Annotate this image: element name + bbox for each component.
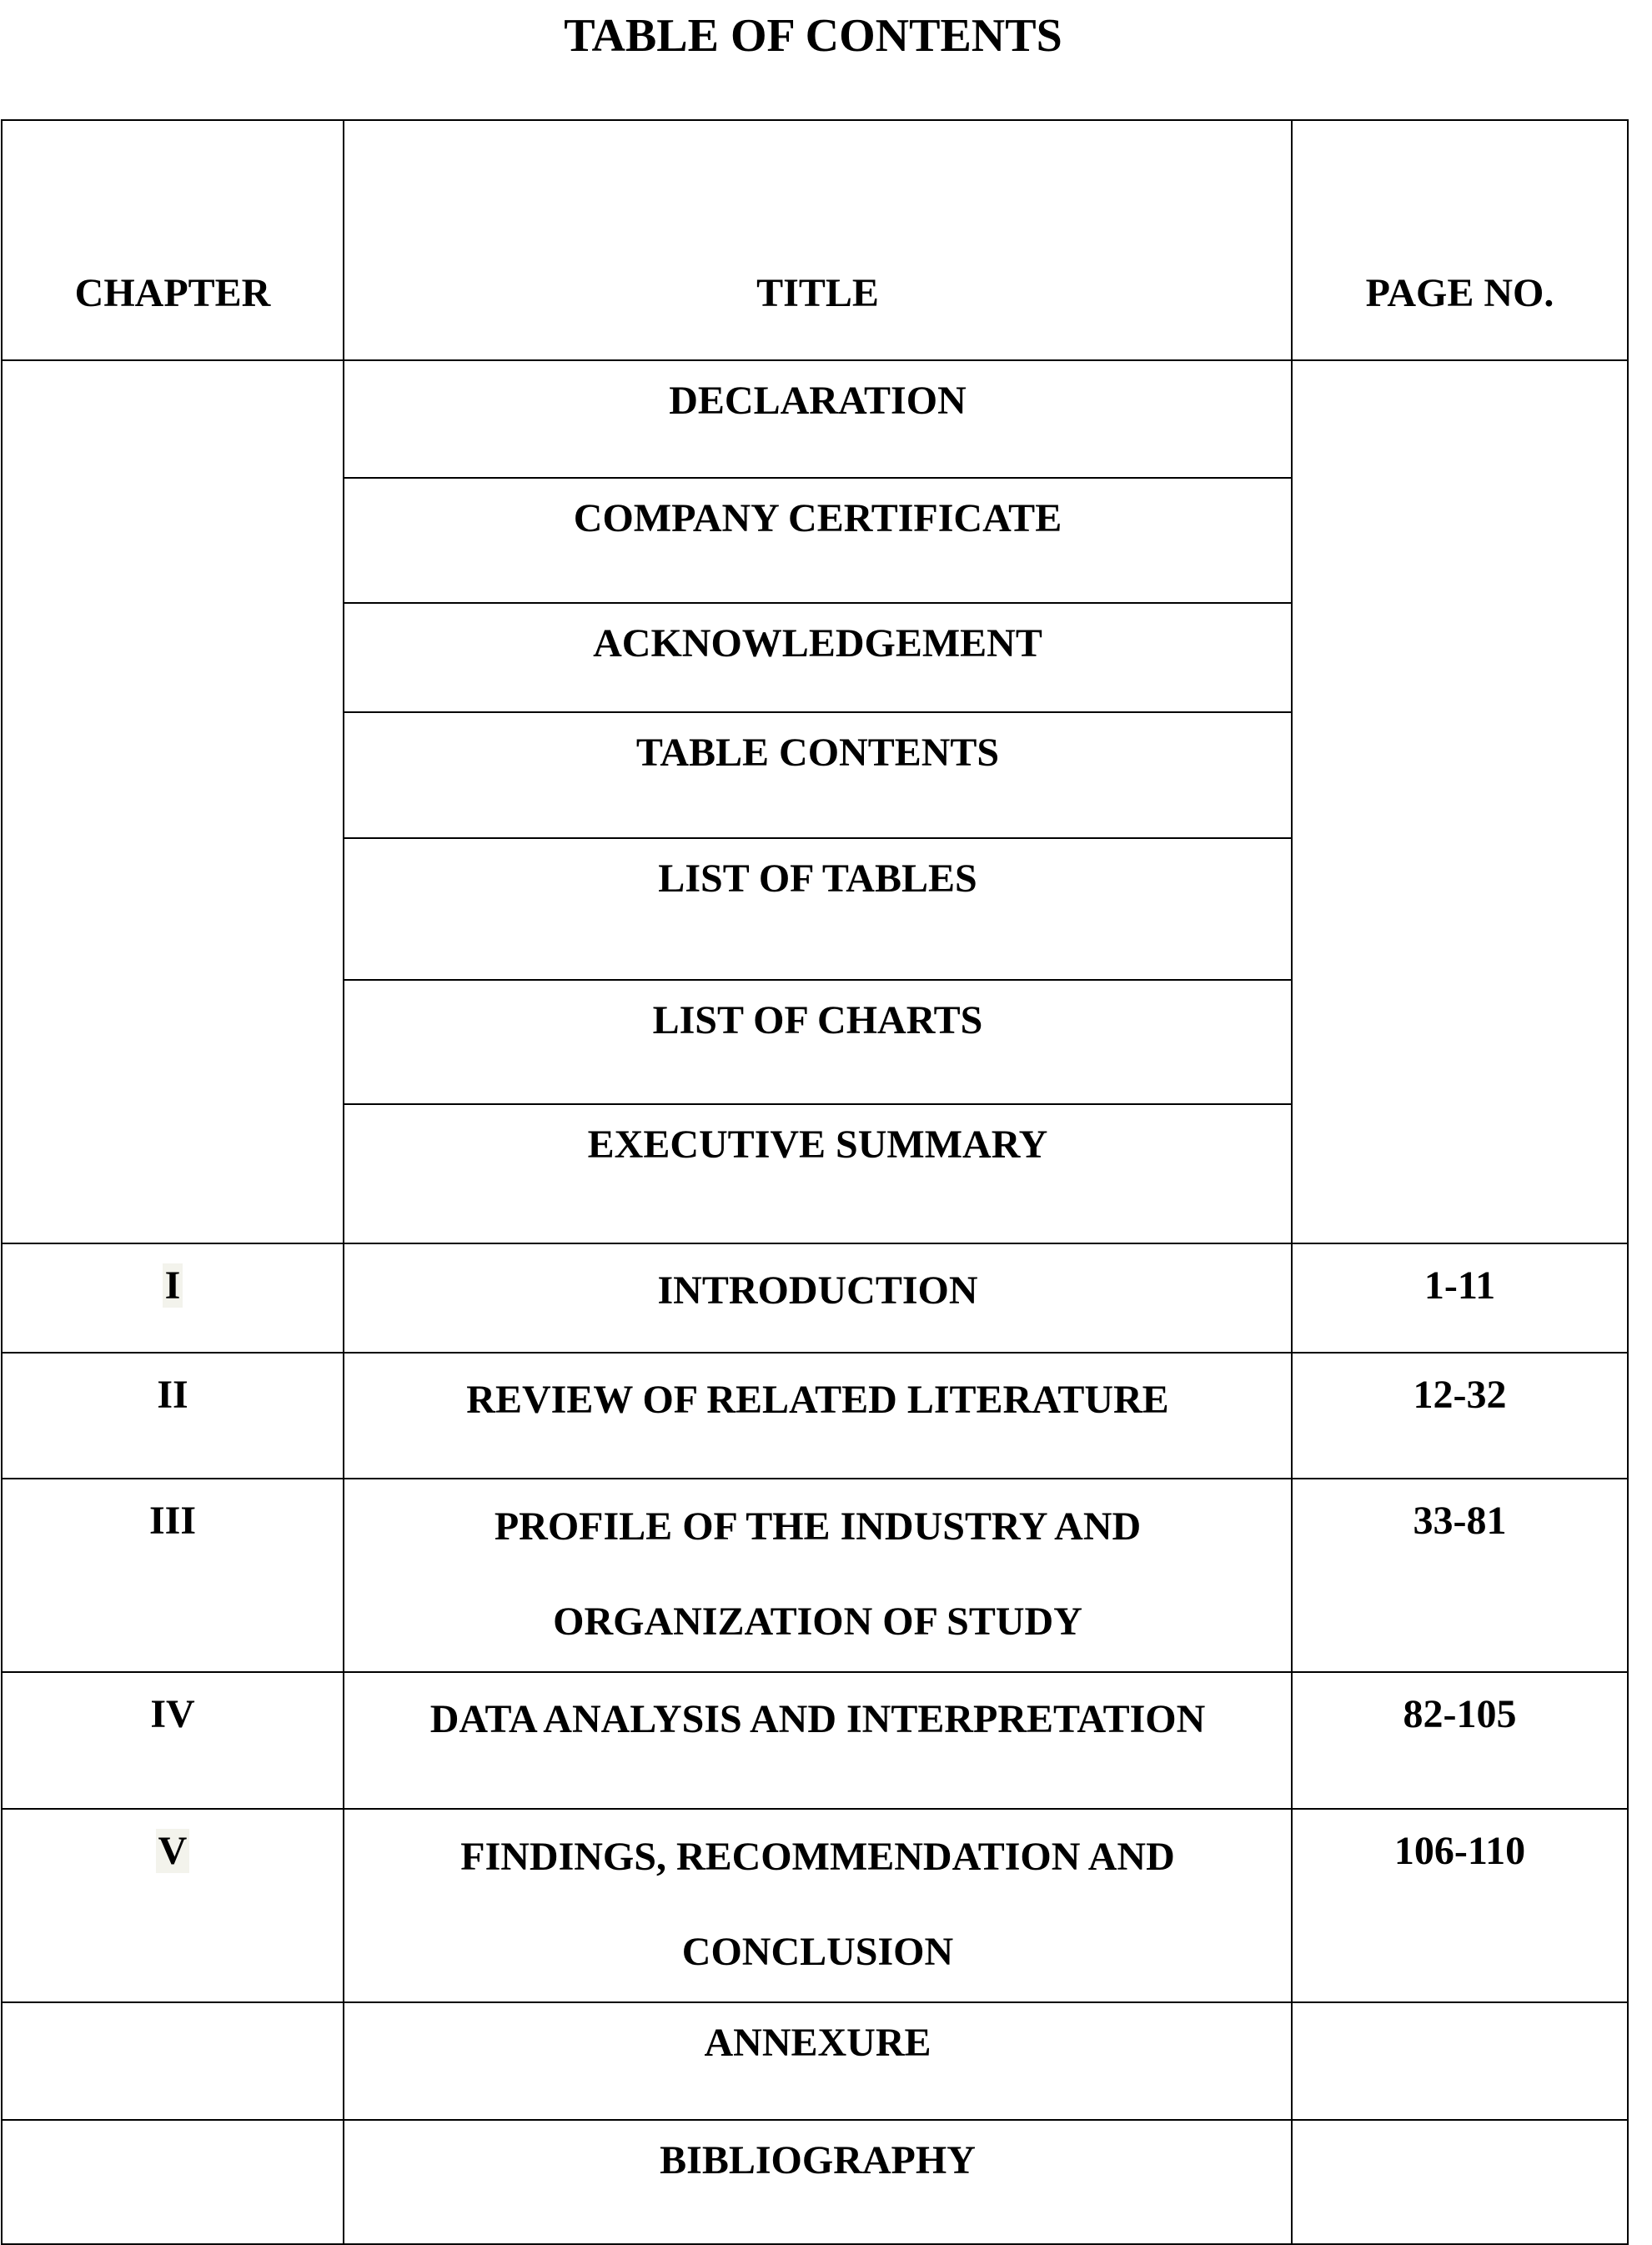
column-header-title: TITLE xyxy=(344,120,1292,360)
chapter-title-line: CONCLUSION xyxy=(681,1930,954,1974)
chapter-cell-empty xyxy=(2,360,344,1243)
back-matter-title: BIBLIOGRAPHY xyxy=(344,2120,1292,2244)
table-header-row xyxy=(2,120,1628,360)
page-cell-empty xyxy=(1292,360,1628,1243)
chapter-cell-empty xyxy=(2,2002,344,2120)
chapter-title: REVIEW OF RELATED LITERATURE xyxy=(344,1353,1292,1479)
chapter-number: IV xyxy=(2,1672,344,1809)
page-cell-empty xyxy=(1292,2002,1628,2120)
table-row xyxy=(2,1809,1628,2002)
chapter-cell-empty xyxy=(2,2120,344,2244)
page-range: 82-105 xyxy=(1292,1672,1628,1809)
toc-table xyxy=(1,119,1629,2245)
page-range: 1-11 xyxy=(1292,1243,1628,1353)
chapter-title-line: FINDINGS, RECOMMENDATION AND xyxy=(460,1835,1175,1879)
front-matter-title: LIST OF CHARTS xyxy=(344,980,1292,1104)
chapter-title-line: ORGANIZATION OF STUDY xyxy=(553,1600,1082,1644)
front-matter-title: ACKNOWLEDGEMENT xyxy=(344,603,1292,712)
column-header-chapter: CHAPTER xyxy=(2,120,344,360)
table-row xyxy=(2,1243,1628,1353)
page-range: 33-81 xyxy=(1292,1479,1628,1672)
page-range: 12-32 xyxy=(1292,1353,1628,1479)
column-header-page: PAGE NO. xyxy=(1292,120,1628,360)
back-matter-title: ANNEXURE xyxy=(344,2002,1292,2120)
chapter-title: DATA ANALYSIS AND INTERPRETATION xyxy=(344,1672,1292,1809)
table-row xyxy=(2,1353,1628,1479)
page-cell-empty xyxy=(1292,2120,1628,2244)
front-matter-title: LIST OF TABLES xyxy=(344,838,1292,980)
front-matter-title: DECLARATION xyxy=(344,360,1292,478)
table-row xyxy=(2,2002,1628,2120)
table-row xyxy=(2,1479,1628,1672)
table-row xyxy=(2,1672,1628,1809)
front-matter-title: EXECUTIVE SUMMARY xyxy=(344,1104,1292,1243)
chapter-title: INTRODUCTION xyxy=(344,1243,1292,1353)
page-title: TABLE OF CONTENTS xyxy=(564,10,1062,62)
front-matter-title: TABLE CONTENTS xyxy=(344,712,1292,838)
page-range: 106-110 xyxy=(1292,1809,1628,2002)
chapter-number: I xyxy=(163,1263,183,1308)
chapter-number: V xyxy=(156,1829,190,1873)
chapter-title-line: PROFILE OF THE INDUSTRY AND xyxy=(494,1504,1142,1549)
table-row xyxy=(2,360,1628,478)
table-row xyxy=(2,2120,1628,2244)
chapter-number: III xyxy=(2,1479,344,1672)
front-matter-title: COMPANY CERTIFICATE xyxy=(344,478,1292,603)
chapter-number: II xyxy=(2,1353,344,1479)
